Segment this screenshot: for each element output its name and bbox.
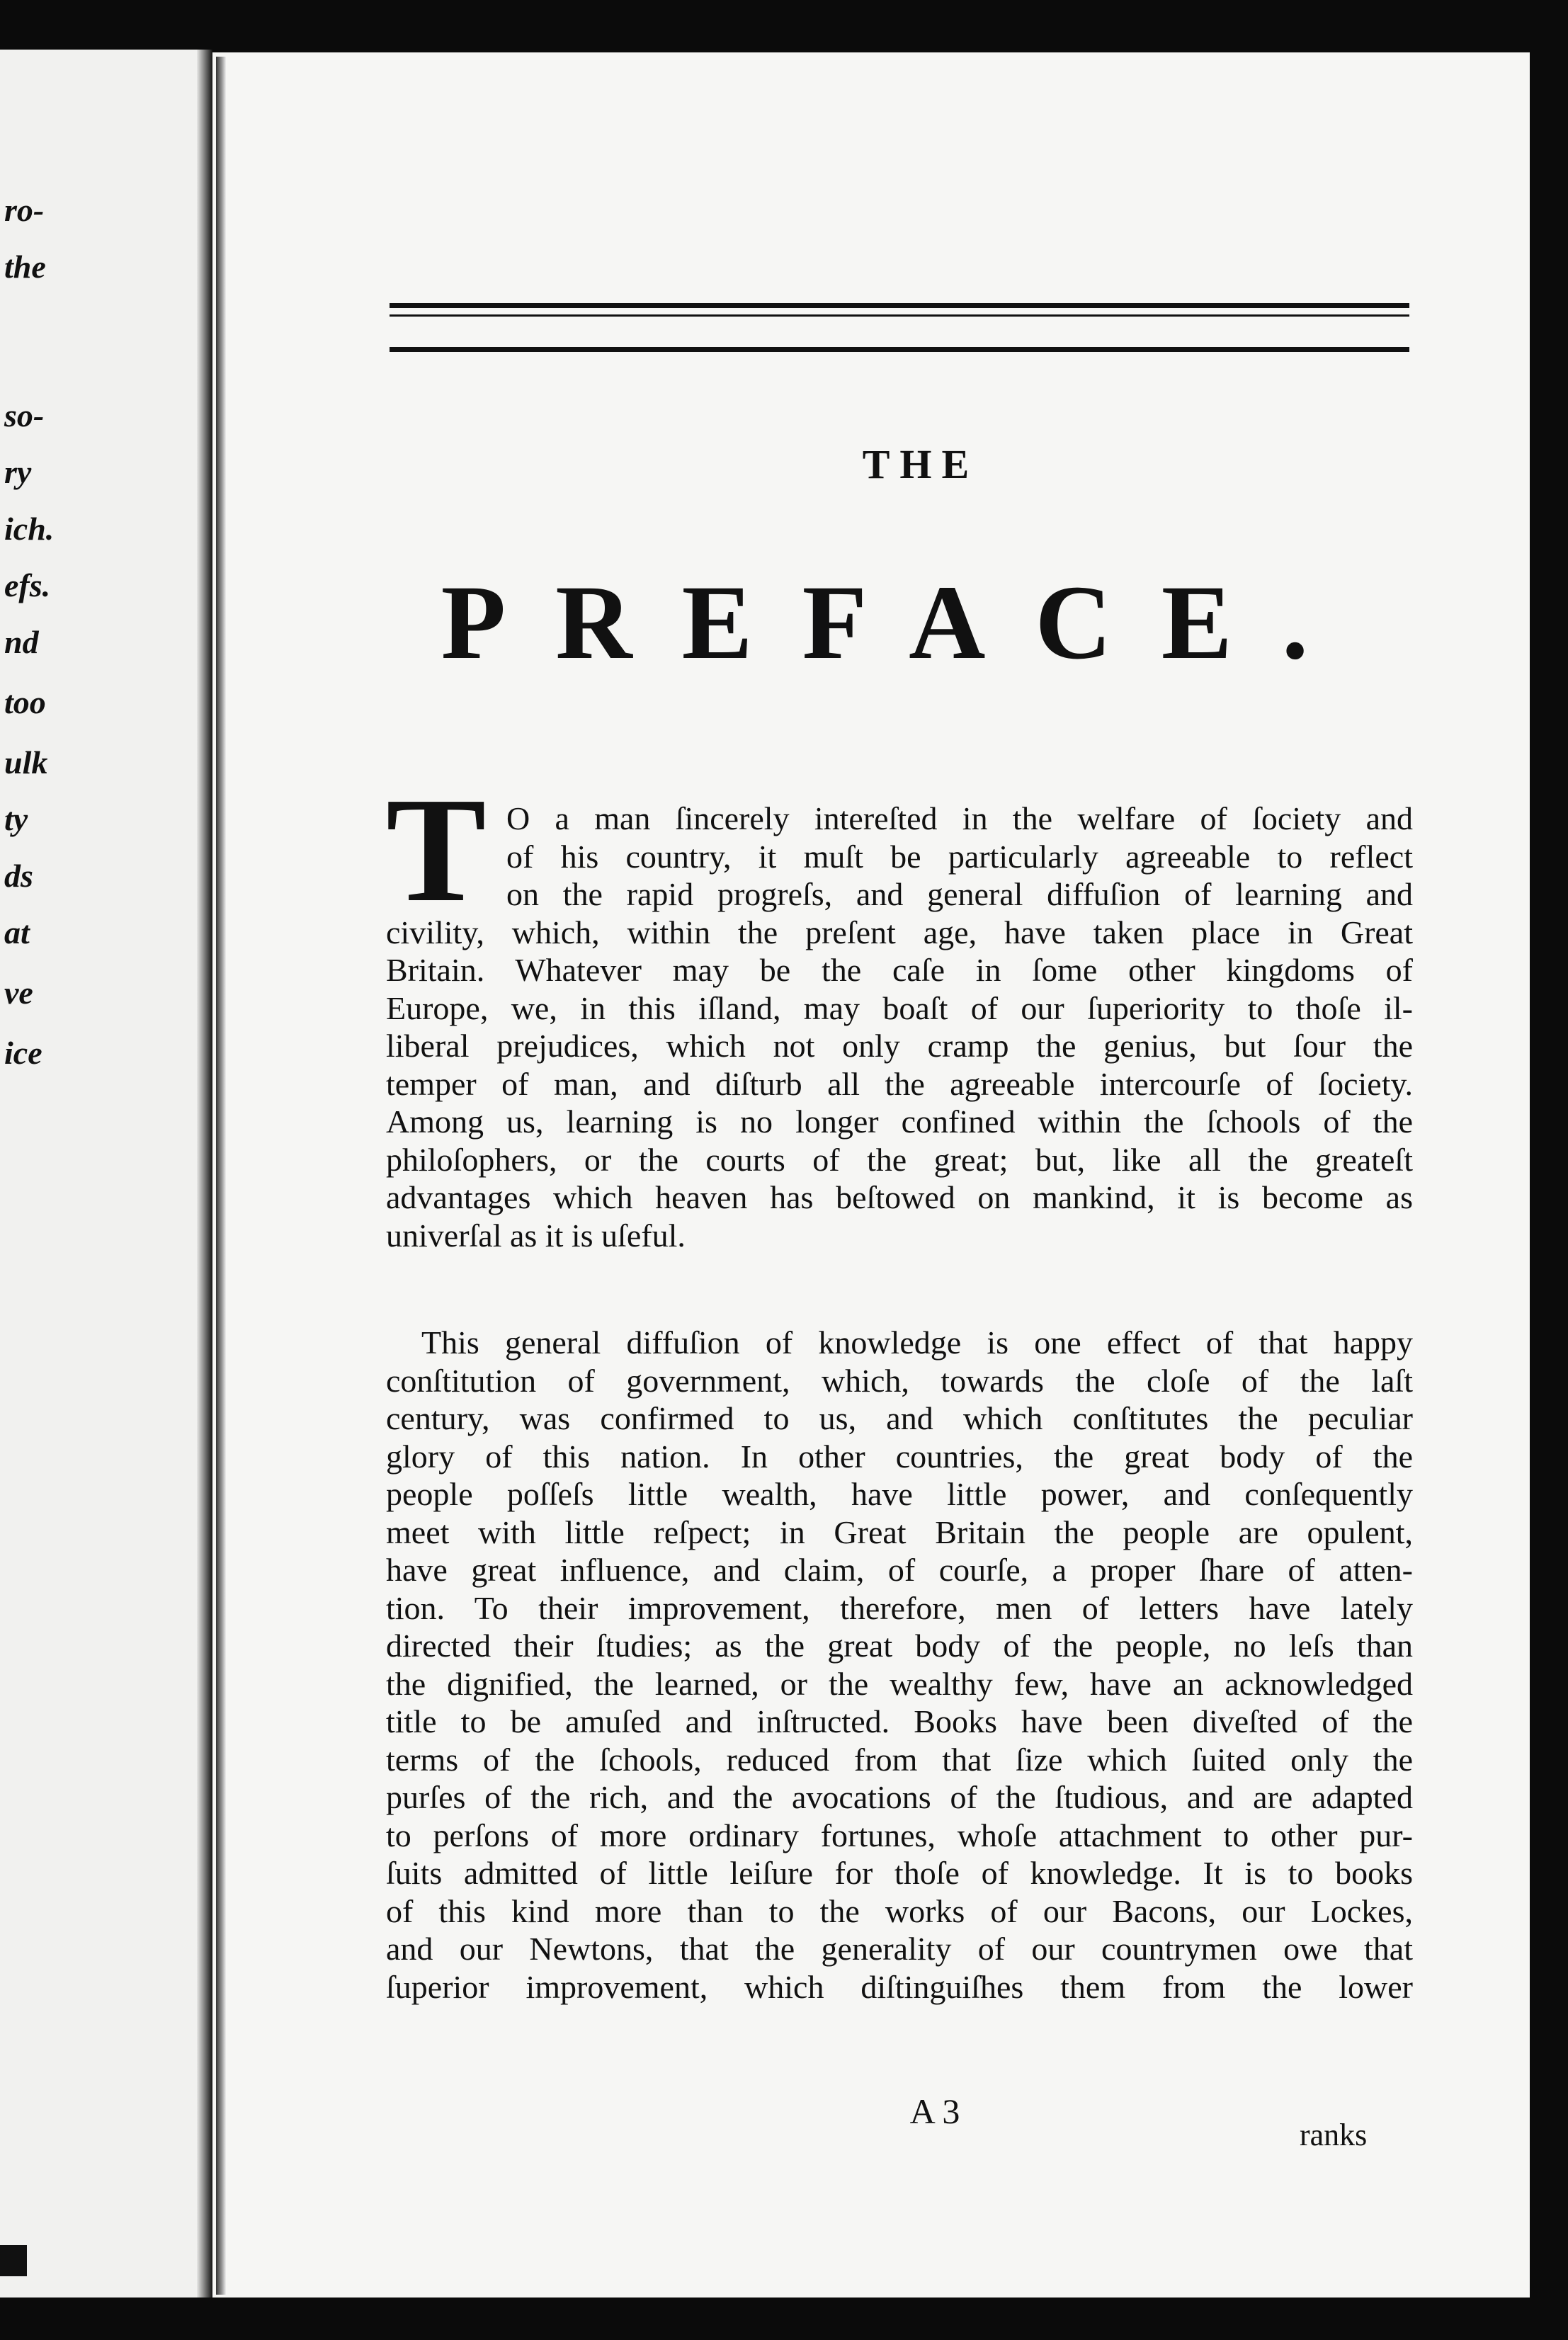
text-line: ſuits admitted of little leiſure for thoſe of knowledge. It is to books: [386, 1855, 1413, 1891]
left-page-line: ds: [4, 858, 33, 894]
text-line: Among us, learning is no longer confined within the ſchools of the: [386, 1103, 1413, 1140]
left-page-line: ve: [4, 975, 33, 1011]
left-page-line: so-: [4, 397, 45, 433]
left-page-line: at: [4, 914, 30, 950]
text-line: ſuperior improvement, which diſtinguiſhes them from the lower: [386, 1968, 1413, 2005]
left-page-line: too: [4, 684, 46, 720]
text-line: on the rapid progreſs, and general diffuſion of learning and: [506, 876, 1413, 912]
text-line: Europe, we, in this iſland, may boaſt of our ſuperiority to thoſe il-: [386, 989, 1413, 1026]
text-line: terms of the ſchools, reduced from that ſize which ſuited only the: [386, 1741, 1413, 1778]
text-line: title to be amuſed and inſtructed. Books have been diveſted of the: [386, 1703, 1413, 1739]
text-line: meet with little reſpect; in Great Britain the people are opulent,: [386, 1513, 1413, 1550]
gutter-shadow: [216, 57, 226, 2295]
left-page-line: ty: [4, 801, 28, 837]
text-line: glory of this nation. In other countries, the great body of the: [386, 1438, 1413, 1475]
paragraph-1: [386, 800, 1413, 1254]
text-line: advantages which heaven has beſtowed on mankind, it is become as: [386, 1179, 1413, 1215]
text-line: the dignified, the learned, or the wealthy few, have an acknowledged: [386, 1665, 1413, 1702]
text-line: of this kind more than to the works of our Bacons, our Lockes,: [386, 1892, 1413, 1929]
text-line: century, was confirmed to us, and which conſtitutes the peculiar: [386, 1400, 1413, 1436]
ink-blot: [0, 2245, 27, 2276]
left-page-line: efs.: [4, 567, 51, 603]
text-line: directed their ſtudies; as the great body of the people, no leſs than: [386, 1628, 1413, 1664]
catchword: ranks: [1300, 2118, 1368, 2152]
text-line: Britain. Whatever may be the caſe in ſome other kingdoms of: [386, 952, 1413, 988]
text-line: and our Newtons, that the generality of our countrymen owe that: [386, 1931, 1413, 1967]
text-line: O a man ſincerely intereſted in the welfare of ſociety and: [506, 800, 1413, 836]
left-page-line: ro-: [4, 192, 45, 228]
page-edge-shadow: [197, 50, 212, 2302]
left-page-line: ulk: [4, 744, 48, 780]
header-rule-thin: [390, 314, 1409, 317]
page-title: PREFACE.: [441, 564, 1358, 681]
bottom-border: [0, 2298, 1568, 2340]
text-line: univerſal as it is uſeful.: [386, 1217, 686, 1254]
main-page: [212, 52, 1544, 2298]
text-line: temper of man, and diſturb all the agreeable intercourſe of ſociety.: [386, 1065, 1413, 1102]
text-line: to perſons of more ordinary fortunes, whoſe attachment to other pur-: [386, 1817, 1413, 1853]
header-rule: [390, 303, 1409, 308]
text-line: of his country, it muſt be particularly agreeable to reflect: [506, 838, 1413, 875]
text-line: purſes of the rich, and the avocations of the ſtudious, and are adapted: [386, 1779, 1413, 1815]
header-rule: [390, 347, 1409, 352]
left-page-line: ice: [4, 1035, 42, 1071]
text-line: tion. To their improvement, therefore, men of letters have lately: [386, 1589, 1413, 1626]
text-line: liberal prejudices, which not only cramp the genius, but ſour the: [386, 1028, 1413, 1064]
text-line: civility, which, within the preſent age, have taken place in Great: [386, 914, 1413, 950]
text-line: have great influence, and claim, of courſe, a proper ſhare of atten-: [386, 1552, 1413, 1588]
drop-cap: T: [386, 766, 487, 933]
text-line: philoſophers, or the courts of the great; but, like all the greateſt: [386, 1141, 1413, 1178]
signature-mark: A 3: [909, 2091, 960, 2131]
text-line: conſtitution of government, which, towards the cloſe of the laſt: [386, 1362, 1413, 1399]
heading-the: THE: [862, 441, 979, 487]
text-line: This general diffuſion of knowledge is one effect of that happy: [421, 1324, 1413, 1361]
left-page-line: nd: [4, 624, 39, 660]
left-page-line: the: [4, 249, 46, 285]
left-page-line: ich.: [4, 511, 55, 547]
left-page-line: ry: [4, 454, 32, 490]
right-border: [1530, 50, 1568, 2302]
paragraph-2: [386, 1324, 1413, 2006]
left-facing-page: [0, 50, 212, 2302]
text-line: people poſſeſs little wealth, have little power, and conſequently: [386, 1476, 1413, 1512]
